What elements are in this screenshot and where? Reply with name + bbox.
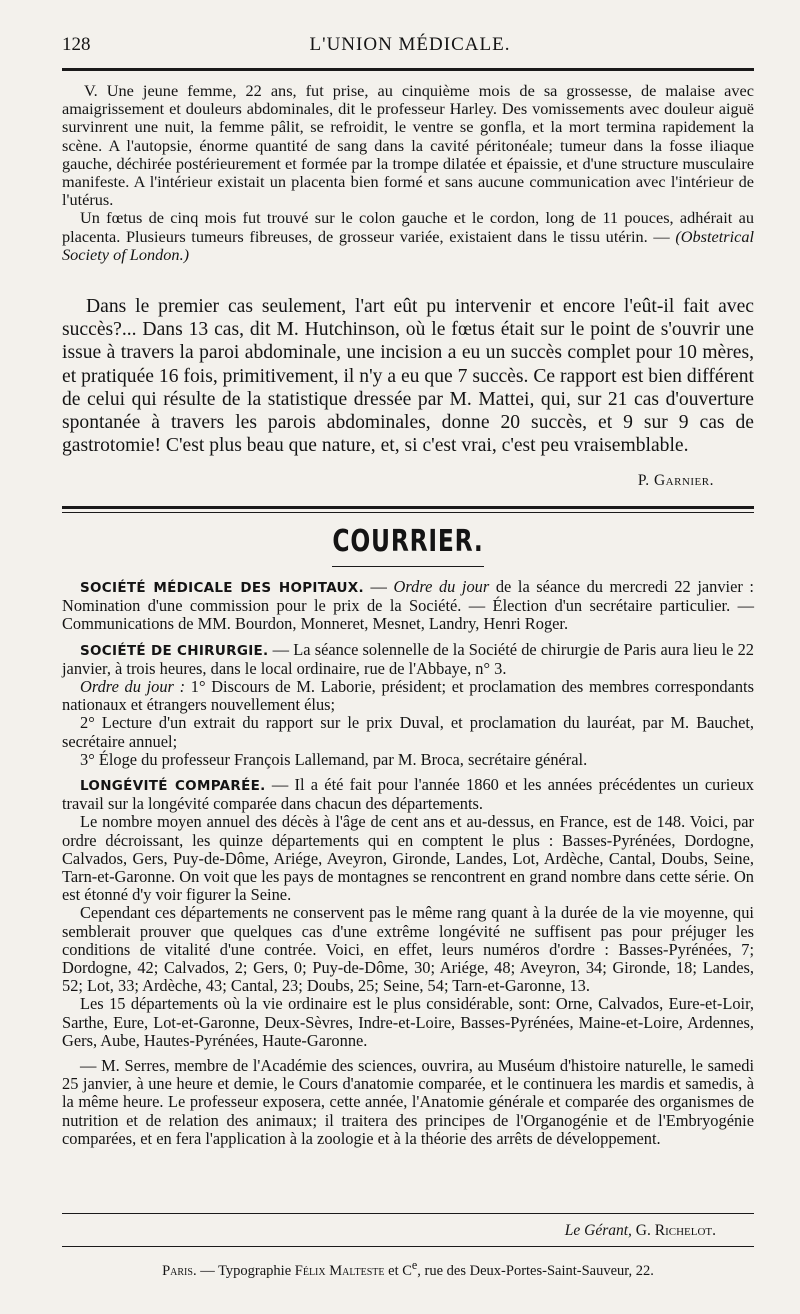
section-title: COURRIER.: [332, 524, 484, 559]
footer-text-before: — Typographie: [196, 1262, 295, 1279]
longevite-paragraph-2: Le nombre moyen annuel des décès à l'âge de cent ans et au-dessus, en France, est de 148. Voici, par ordre décroissant, les quinze départements qui en comptent le plus : Basses-Pyrénées, Dordogne, Calvados, Gers, Puy-de-Dôme, Ariége, Aveyron, Gironde, Landes, Lot, Ardèche, Cantal, Doubs, Seine, Tarn-et-Garonne. On voit que les pays de montagnes se rencontrent en grand nombre dans cette série. On est étonné d'y voir figurer la Seine.: [62, 812, 754, 905]
longevite-kicker: LONGÉVITÉ COMPARÉE.: [80, 778, 266, 795]
gerant-line: [565, 1222, 716, 1240]
section-rule-top: [62, 506, 754, 509]
hopitaux-ordre: Ordre du jour: [393, 577, 490, 596]
footer-city: Paris.: [162, 1262, 197, 1279]
chirurgie-kicker: SOCIÉTÉ DE CHIRURGIE.: [80, 642, 269, 659]
ordre-paragraph: [62, 678, 754, 714]
footer-text-after: et C: [384, 1262, 412, 1279]
gerant-name: G. Richelot.: [631, 1222, 716, 1239]
title-underline: [332, 566, 484, 567]
ordre-item-3: 3° Éloge du professeur François Lallemand, par M. Broca, secrétaire général.: [80, 749, 588, 769]
page-header: [62, 34, 758, 60]
footer-printer: Félix Malteste: [294, 1262, 385, 1279]
ordre-label: Ordre du jour :: [80, 677, 186, 697]
footer-superscript: e: [411, 1258, 418, 1272]
case-report: [62, 82, 754, 264]
gerant-rule: [62, 1213, 754, 1214]
ordre-item-2: 2° Lecture d'un extrait du rapport sur le prix Duval, et proclamation du lauréat, par M. Bauchet, secrétaire annuel;: [62, 713, 754, 751]
conclusion-paragraph: Dans le premier cas seulement, l'art eût pu intervenir et encore l'eût-il fait avec succès?... Dans 13 cas, dit M. Hutchinson, où le fœtus était sur le point de s'ouvrir une issue à travers la paroi abdominale, une incision a eu un succès complet pour 10 mères, et pratiquée 16 fois, primitivement, il n'y a eu que 7 succès. Ce rapport est bien différent de celui qui résulte de la statistique dressée par M. Mattei, qui, sur 21 cas d'ouverture spontanée à travers les parois abdominales, donne 20 succès, et 9 sur 9 cas de gastrotomie! C'est plus beau que nature, et, si c'est vrai, c'est peu vraisemblable.: [62, 296, 754, 457]
header-rule: [62, 68, 754, 71]
journal-title: L'UNION MÉDICALE.: [309, 34, 511, 55]
page-number: 128: [62, 34, 91, 55]
serres-paragraph: — M. Serres, membre de l'Académie des sciences, ouvrira, au Muséum d'histoire naturelle, le samedi 25 janvier, à une heure et demie, le Cours d'anatomie comparée, et le continuera les mardis et samedis, à la même heure. Le professeur exposera, cette année, l'Anatomie générale et comparée des organismes de nutrition et de relation des animaux; il traitera des principes de l'Organogénie et de l'Embryogénie comparées, et en fera l'application à la zoologie et à la théorie des arrêts de développement.: [62, 1056, 754, 1148]
conclusion: [62, 295, 754, 457]
hopitaux-dash: —: [363, 577, 394, 596]
footer-rule: [62, 1246, 754, 1247]
section-rule-bottom: [62, 512, 754, 513]
chirurgie-paragraph: [62, 641, 754, 678]
longevite-paragraph-4: Les 15 départements où la vie ordinaire est le plus considérable, sont: Orne, Calvados, Eure-et-Loir, Sarthe, Eure, Lot-et-Garonne, Deux-Sèvres, Indre-et-Loire, Basses-Pyrénées, Maine-et-Loire, Ardennes, Gers, Aube, Hautes-Pyrénées, Haute-Garonne.: [62, 994, 754, 1050]
ordre-text: 1° Discours de M. Laborie, président; et proclamation des membres correspondants nationaux et étrangers nouvellement élus;: [62, 677, 754, 715]
case-paragraph-2: [62, 209, 754, 264]
longevite-paragraph: [62, 776, 754, 813]
printer-footer: [62, 1258, 754, 1280]
hopitaux-text: de la séance du mercredi 22 janvier : Nomination d'une commission pour le prix de la Société. — Élection d'un secrétaire particulier. — Communications de MM. Bourdon, Monneret, Mesnet, Landry, Henri Roger.: [62, 577, 754, 634]
case-source: (Obstetrical Society of London.): [62, 226, 754, 264]
hopitaux-paragraph: [62, 578, 754, 634]
longevite-text: — Il a été fait pour l'année 1860 et les années précédentes un curieux travail sur la longévité comparée dans chacun des départements.: [62, 775, 754, 814]
case-paragraph-1: V. Une jeune femme, 22 ans, fut prise, au cinquième mois de sa grossesse, de malaise avec amaigrissement et douleurs abdominales, dit le professeur Harley. Des vomissements avec douleur aiguë survinrent une nuit, la femme pâlit, se refroidit, le ventre se gonfla, et la mort termina rapidement la scène. A l'autopsie, énorme quantité de sang dans la cavité péritonéale; tumeur dans la fosse iliaque gauche, déchirée postérieurement et formée par la trompe dilatée et épaissie, et d'une structure musculaire manifeste. A l'intérieur existait un placenta bien formé et sans aucune communication avec l'intérieur de l'utérus.: [62, 81, 754, 210]
courrier-section: [62, 578, 754, 1148]
case-paragraph-2-text: Un fœtus de cinq mois fut trouvé sur le colon gauche et le cordon, long de 11 pouces, adhérait au placenta. Plusieurs tumeurs fibreuses, de grosseur variée, existaient dans le tissu utérin. —: [62, 208, 754, 246]
footer-address: , rue des Deux-Portes-Saint-Sauveur, 22.: [417, 1262, 654, 1279]
chirurgie-text: — La séance solennelle de la Société de chirurgie de Paris aura lieu le 22 janvier, à trois heures, dans le local ordinaire, rue de l'Abbaye, n° 3.: [62, 639, 754, 678]
hopitaux-kicker: SOCIÉTÉ MÉDICALE DES HOPITAUX.: [80, 580, 364, 596]
gerant-label: Le Gérant,: [564, 1222, 632, 1239]
longevite-paragraph-3: Cependant ces départements ne conservent pas le même rang quant à la durée de la vie moyenne, qui semblerait prouver que quelques cas d'une extrême longévité ne suffisent pas pour préjuger les conditions de vitalité d'une contrée. Voici, en effet, leurs numéros d'ordre : Basses-Pyrénées, 7; Dordogne, 42; Calvados, 2; Gers, 0; Puy-de-Dôme, 30; Ariége, 48; Aveyron, 34; Gironde, 18; Landes, 52; Lot, 33; Ardèche, 43; Cantal, 23; Doubs, 25; Seine, 54; Tarn-et-Garonne, 13.: [62, 903, 754, 996]
author-signature: P. Garnier.: [637, 472, 714, 489]
